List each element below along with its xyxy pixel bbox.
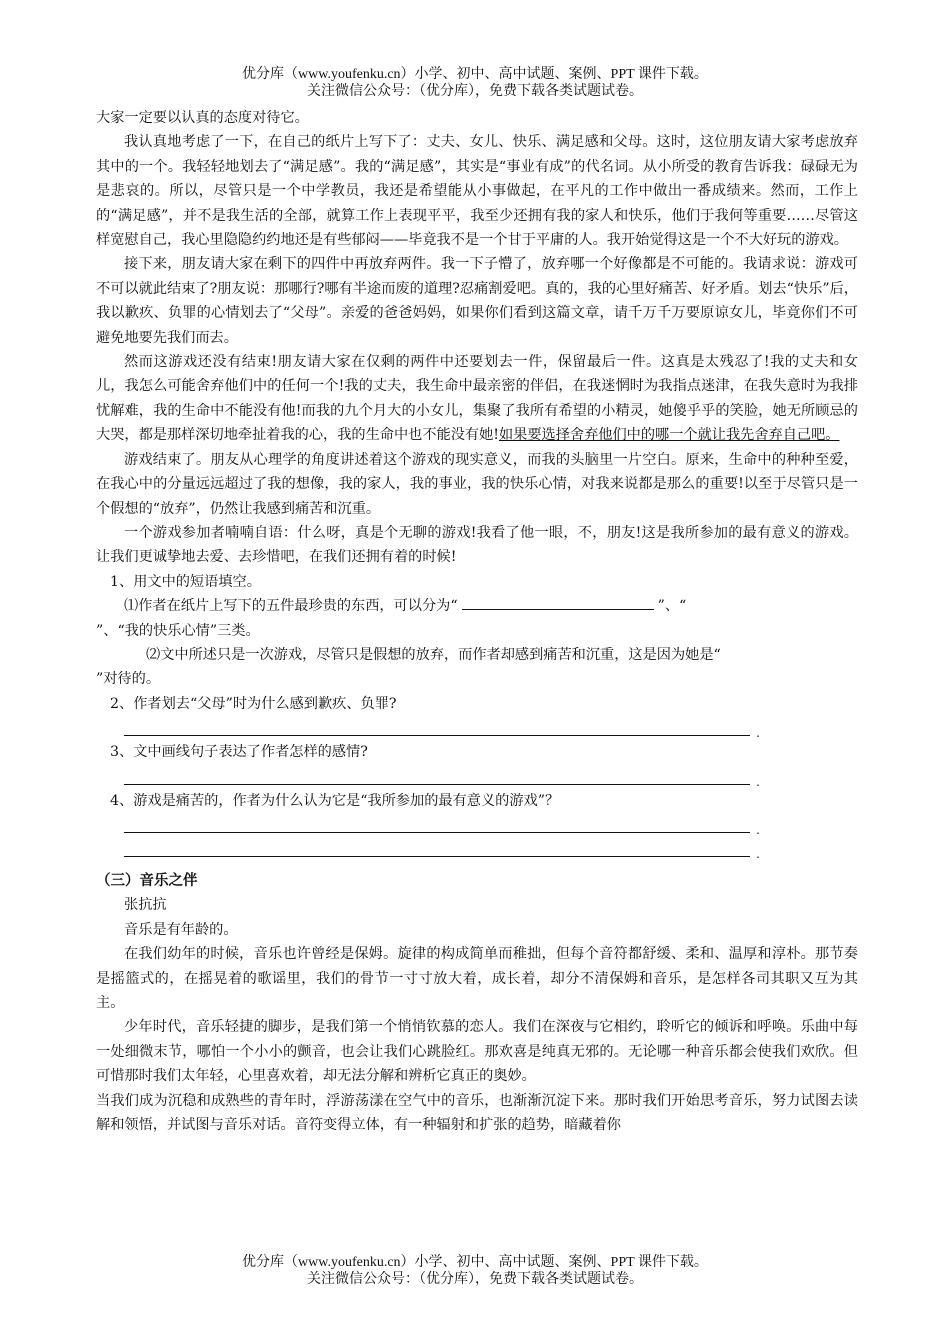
question-1-1-cont: ”、“我的快乐心情”三类。 bbox=[96, 622, 260, 639]
question-4: 4、游戏是痛苦的，作者为什么认为它是“我所参加的最有意义的游戏”？ bbox=[110, 792, 560, 809]
answer-end-mark: . bbox=[756, 822, 760, 837]
answer-rule bbox=[124, 735, 750, 736]
passage-paragraph: 大家一定要以认真的态度对待它。 bbox=[96, 110, 309, 126]
question-3: 3、文中画线句子表达了作者怎样的感情? bbox=[110, 744, 368, 761]
answer-rule bbox=[124, 856, 750, 857]
answer-end-mark: . bbox=[756, 846, 760, 861]
answer-line[interactable] bbox=[124, 765, 760, 789]
answer-rule bbox=[124, 784, 750, 785]
passage-paragraph: 游戏结束了。朋友从心理学的角度讲述着这个游戏的现实意义，而我的头脑里一片空白。原来，生命中的种种至爱，在我心中的分量远远超过了我的想像，我的家人，我的事业，我的快乐心情，对我来说都是那么的重要!以至于尽管只是一个假想的“放弃”，仍然让我感到痛苦和沉重。 bbox=[96, 451, 858, 517]
underlined-sentence: 如果要选择舍弃他们中的哪一个就让我先舍弃自己吧。 bbox=[498, 427, 840, 444]
page-header bbox=[0, 66, 950, 100]
question-text: ”、“ bbox=[657, 598, 687, 615]
footer-line-2: 关注微信公众号：（优分库），免费下载各类试题试卷。 bbox=[307, 1272, 643, 1287]
passage-paragraph: 我认真地考虑了一下，在自己的纸片上写下了：丈夫、女儿、快乐、满足感和父母。这时，这位朋友请大家考虑放弃其中的一个。我轻轻地划去了“满足感”。我的“满足感”，其实是“事业有成”的代名词。从小所受的教育告诉我：碌碌无为是悲哀的。所以，尽管只是一个中学教员，我还是希望能从小事做起，在平凡的工作中做出一番成绩来。然而，工作上的“满足感”，并不是我生活的全部，就算工作上表现平平，我至少还拥有我的家人和快乐，他们于我何等重要……尽管这样宽慰自己，我心里隐隐约约地还是有些郁闷——毕竟我不是一个甘于平庸的人。我开始觉得这是一个不大好玩的游戏。 bbox=[96, 134, 858, 249]
answer-rule bbox=[124, 832, 750, 833]
header-line-2: 关注微信公众号：（优分库），免费下载各类试题试卷。 bbox=[307, 84, 643, 99]
passage-paragraph: 接下来，朋友请大家在剩下的四件中再放弃两件。我一下子懵了，放弃哪一个好像都是不可能的。我请求说：游戏可不可以就此结束了?朋友说：那哪行?哪有半途而废的道理?忍痛割爱吧。真的，我的心里好痛苦、好矛盾。划去“快乐”后，我以歉疚、负罪的心情划去了“父母”。亲爱的爸爸妈妈，如果你们看到这篇文章，请千万千万要原谅女儿，毕竟你们不可避免地要先我们而去。 bbox=[96, 256, 858, 346]
passage-text: 然而这游戏还没有结束!朋友请大家在仅剩的两件中还要划去一件，保留最后一件。这真是太残忍了!我的丈夫和女儿，我怎么可能舍弃他们中的任何一个!我的丈夫，我生命中最亲密的伴侣，在我迷惘时为我指点迷津，在我失意时为我排忧解难，我的生命中不能没有他!而我的九个月大的小女儿，集聚了我所有希望的小精灵，她傻乎乎的笑脸，她无所顾忌的大哭，都是那样深切地牵扯着我的心，我的生命中也不能没有她! bbox=[96, 354, 858, 444]
document-body bbox=[96, 106, 858, 1137]
page-footer bbox=[0, 1254, 950, 1288]
section-title: （三）音乐之伴 bbox=[96, 872, 198, 889]
passage-paragraph: 当我们成为沉稳和成熟些的青年时，浮游荡漾在空气中的音乐，也渐渐沉淀下来。那时我们开始思考音乐，努力试图去读解和领悟，并试图与音乐对话。音符变得立体，有一种辐射和扩张的趋势，暗藏着你 bbox=[96, 1092, 858, 1134]
footer-line-1: 优分库（www.youfenku.cn）小学、初中、高中试题、案例、PPT 课件下载。 bbox=[242, 1255, 708, 1270]
question-1-2-cont: ”对待的。 bbox=[96, 671, 161, 688]
passage-paragraph bbox=[96, 350, 858, 448]
passage-paragraph: 一个游戏参加者喃喃自语：什么呀，真是个无聊的游戏!我看了他一眼，不，朋友!这是我所参加的最有意义的游戏。让我们更诚挚地去爱、去珍惜吧，在我们还拥有着的时候! bbox=[96, 524, 858, 566]
passage-paragraph: 少年时代，音乐轻捷的脚步，是我们第一个悄悄钦慕的恋人。我们在深夜与它相约，聆听它的倾诉和呼唤。乐曲中每一处细微末节，哪怕一个小小的颤音，也会让我们心跳脸红。那欢喜是纯真无邪的。无论哪一种音乐都会使我们欢欣。但可惜那时我们太年轻，心里喜欢着，却无法分解和辨析它真正的奥妙。 bbox=[96, 1019, 858, 1085]
question-1: 1、用文中的短语填空。 bbox=[110, 573, 261, 590]
answer-blank[interactable] bbox=[462, 595, 654, 610]
answer-end-mark: . bbox=[756, 774, 760, 789]
answer-line[interactable] bbox=[124, 716, 760, 740]
answer-line[interactable] bbox=[124, 837, 760, 861]
passage-paragraph: 在我们幼年的时候，音乐也许曾经是保姆。旋律的构成简单而稚拙，但每个音符都舒缓、柔和、温厚和淳朴。那节奏是摇篮式的，在摇晃着的歌谣里，我们的骨节一寸寸放大着，成长着，却分不清保姆和音乐，是怎样各司其职又互为其主。 bbox=[96, 946, 858, 1011]
header-line-1: 优分库（www.youfenku.cn）小学、初中、高中试题、案例、PPT 课件下载。 bbox=[242, 67, 708, 82]
question-text: ⑴作者在纸片上写下的五件最珍贵的东西，可以分为“ bbox=[124, 598, 458, 615]
answer-line[interactable] bbox=[124, 813, 760, 837]
question-1-2: ⑵文中所述只是一次游戏，尽管只是假想的放弃，而作者却感到痛苦和沉重，这是因为她是“ bbox=[146, 646, 721, 663]
question-1-1 bbox=[96, 594, 858, 618]
answer-end-mark: . bbox=[756, 726, 760, 741]
author-name: 张抗抗 bbox=[124, 897, 167, 914]
passage-paragraph: 音乐是有年龄的。 bbox=[124, 921, 238, 938]
question-2: 2、作者划去“父母”时为什么感到歉疚、负罪? bbox=[110, 695, 397, 712]
